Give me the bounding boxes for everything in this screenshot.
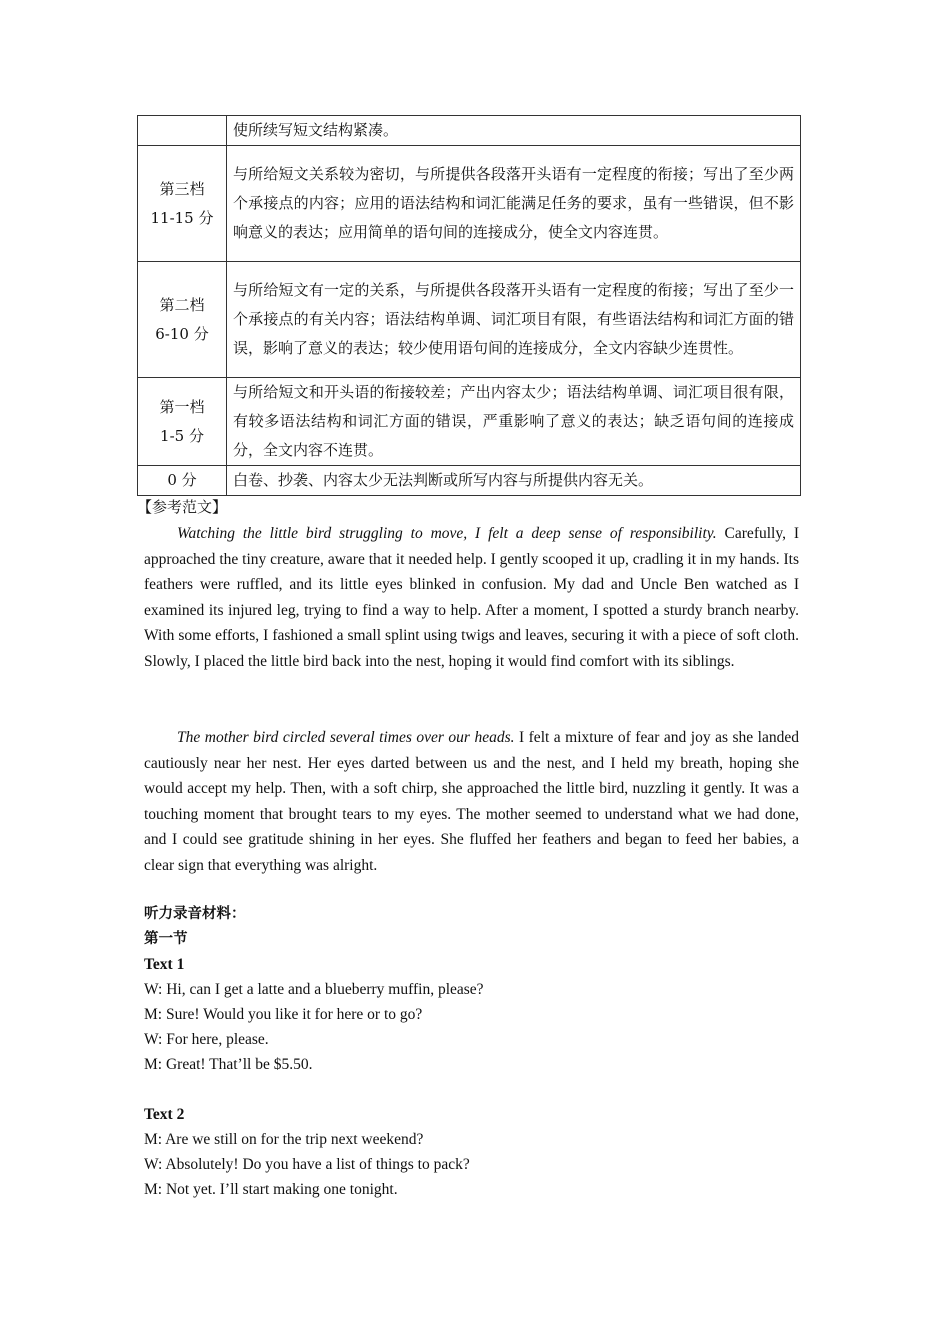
essay-paragraph-1 [144, 521, 799, 674]
level-points: 6-10 分 [155, 324, 209, 343]
description-cell: 与所给短文有一定的关系，与所提供各段落开头语有一定程度的衔接；写出了至少一个承接点的有关内容；语法结构单调、词汇项目有限，有些语法结构和词汇方面的错误，影响了意义的表达；较少使用语句间的连接成分，全文内容缺少连贯性。 [227, 262, 801, 378]
table-row [138, 146, 801, 262]
paragraph-lead: Watching the little bird struggling to move, I felt a deep sense of responsibility. [177, 525, 717, 542]
listening-heading: 听力录音材料： [144, 906, 246, 922]
level-cell [138, 116, 227, 146]
table-row [138, 466, 801, 496]
dialogue-line: W: Hi, can I get a latte and a blueberry muffin, please? [144, 981, 484, 998]
description-cell: 与所给短文和开头语的衔接较差；产出内容太少；语法结构单调、词汇项目很有限，有较多语法结构和词汇方面的错误，严重影响了意义的表达；缺乏语句间的连接成分，全文内容不连贯。 [227, 378, 801, 466]
dialogue-line: M: Not yet. I’ll start making one tonight. [144, 1181, 398, 1198]
description-cell: 白卷、抄袭、内容太少无法判断或所写内容与所提供内容无关。 [227, 466, 801, 496]
paragraph-lead: The mother bird circled several times over our heads. [177, 729, 515, 746]
level-cell [138, 262, 227, 378]
level-cell [138, 146, 227, 262]
paragraph-body: I felt a mixture of fear and joy as she landed cautiously near her nest. Her eyes darted between us and the nest, and I held my breath, hoping she would accept my help. Then, with a soft chirp, she approached the little bird, nuzzling it gently. It was a touching moment that brought tears to my eyes. The mother seemed to understand what we had done, and I could see gratitude shining in her eyes. She fluffed her feathers and began to feed her babies, a clear sign that everything was alright. [144, 729, 799, 874]
table-row [138, 378, 801, 466]
level-name: 第二档 [159, 295, 205, 314]
dialogue-line: M: Are we still on for the trip next weekend? [144, 1131, 424, 1148]
dialogue-line: M: Sure! Would you like it for here or to go? [144, 1006, 423, 1023]
description-cell: 使所续写短文结构紧凑。 [227, 116, 801, 146]
text2-title: Text 2 [144, 1106, 185, 1123]
level-cell: 0 分 [138, 466, 227, 496]
essay-paragraph-2 [144, 725, 799, 878]
dialogue-line: M: Great! That’ll be $5.50. [144, 1056, 313, 1073]
scoring-rubric-table [137, 115, 801, 496]
table-row [138, 262, 801, 378]
level-cell [138, 378, 227, 466]
table-row [138, 116, 801, 146]
dialogue-line: W: For here, please. [144, 1031, 269, 1048]
description-cell: 与所给短文关系较为密切，与所提供各段落开头语有一定程度的衔接；写出了至少两个承接点的内容；应用的语法结构和词汇能满足任务的要求，虽有一些错误，但不影响意义的表达；应用简单的语句间的连接成分，使全文内容连贯。 [227, 146, 801, 262]
level-points: 1-5 分 [160, 426, 204, 445]
text1-title: Text 1 [144, 956, 185, 973]
reference-heading: 【参考范文】 [137, 498, 228, 516]
level-points: 11-15 分 [150, 208, 214, 227]
level-name: 第一档 [159, 397, 205, 416]
level-name: 第三档 [159, 179, 205, 198]
paragraph-body: Carefully, I approached the tiny creature, aware that it needed help. I gently scooped it up, cradling it in my hands. Its feathers were ruffled, and its little eyes blinked in confusion. My dad and Uncle Ben watched as I examined its injured leg, trying to find a way to help. After a moment, I spotted a sturdy branch nearby. With some efforts, I fashioned a small splint using twigs and leaves, securing it with a piece of soft cloth. Slowly, I placed the little bird back into the nest, hoping it would find comfort with its siblings. [144, 525, 799, 670]
section-heading: 第一节 [144, 931, 188, 947]
dialogue-line: W: Absolutely! Do you have a list of things to pack? [144, 1156, 470, 1173]
